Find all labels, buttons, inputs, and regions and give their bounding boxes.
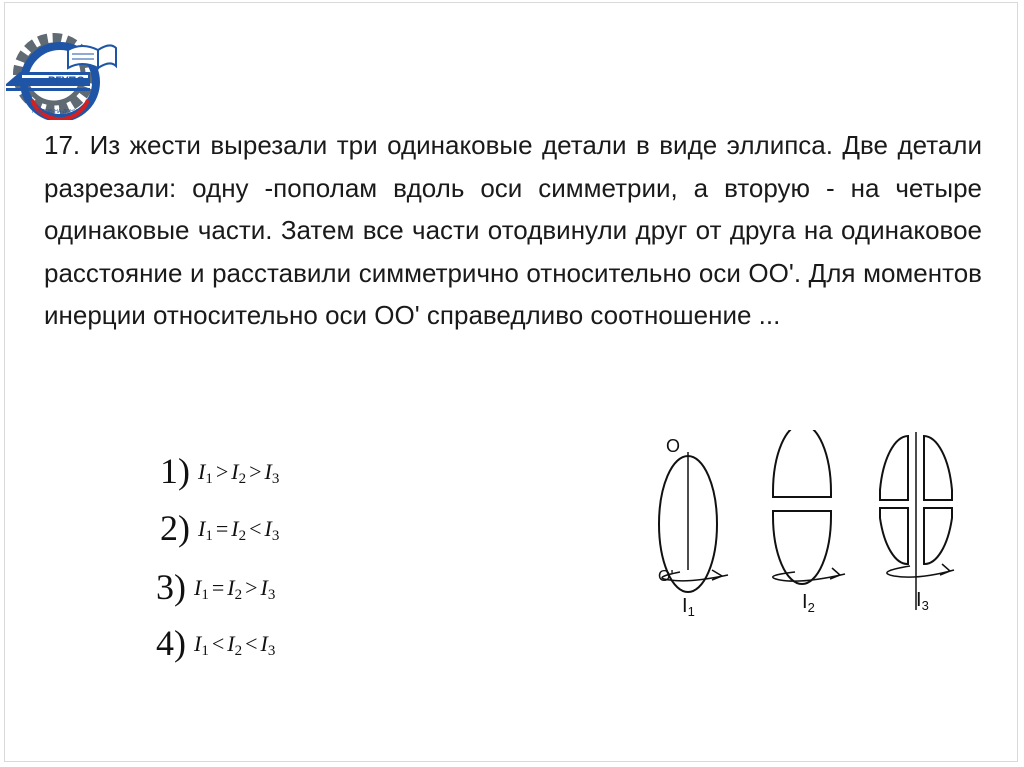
- option-number: 4): [156, 623, 186, 663]
- answer-option-1[interactable]: [160, 450, 279, 490]
- option-formula: $I_1 = I_2 > I_3$: [194, 575, 276, 603]
- answer-option-3[interactable]: [156, 566, 275, 606]
- logo-motto: РОСТОВ-НА-ДОНУ: [32, 109, 77, 115]
- book-icon: [68, 45, 116, 68]
- inertia-label-1: $I_1$: [682, 595, 695, 619]
- axis-top-label: O: [666, 436, 681, 456]
- option-formula: $I_1 = I_2 < I_3$: [198, 516, 280, 544]
- quartered-ellipse: [880, 432, 952, 610]
- ellipse-figure: [630, 430, 980, 630]
- university-logo: [2, 20, 118, 120]
- inertia-label-3: $I_3$: [916, 589, 929, 613]
- option-number: 1): [160, 451, 190, 491]
- option-formula: $I_1 < I_2 < I_3$: [194, 631, 276, 659]
- question-text: 17. Из жести вырезали три одинаковые детали в виде эллипса. Две детали разрезали: одну -пополам вдоль оси симметрии, а вторую - на четыре одинаковые части. Затем все части отодвинули друг от друга на одинаковое расстояние и расставили симметрично относительно оси ОО'. Для моментов инерции относительно оси ОО' справедливо соотношение ...: [44, 130, 982, 330]
- rotation-arrow-icon: [887, 564, 954, 577]
- axis-bottom-label: O': [658, 568, 674, 585]
- option-number: 3): [156, 567, 186, 607]
- answer-option-4[interactable]: [156, 622, 275, 662]
- logo-text: РГУПС: [48, 75, 85, 87]
- option-number: 2): [160, 508, 190, 548]
- halved-ellipse: [773, 430, 831, 584]
- option-formula: $I_1 > I_2 > I_3$: [198, 459, 280, 487]
- answer-option-2[interactable]: [160, 507, 279, 547]
- inertia-label-2: $I_2$: [802, 591, 815, 615]
